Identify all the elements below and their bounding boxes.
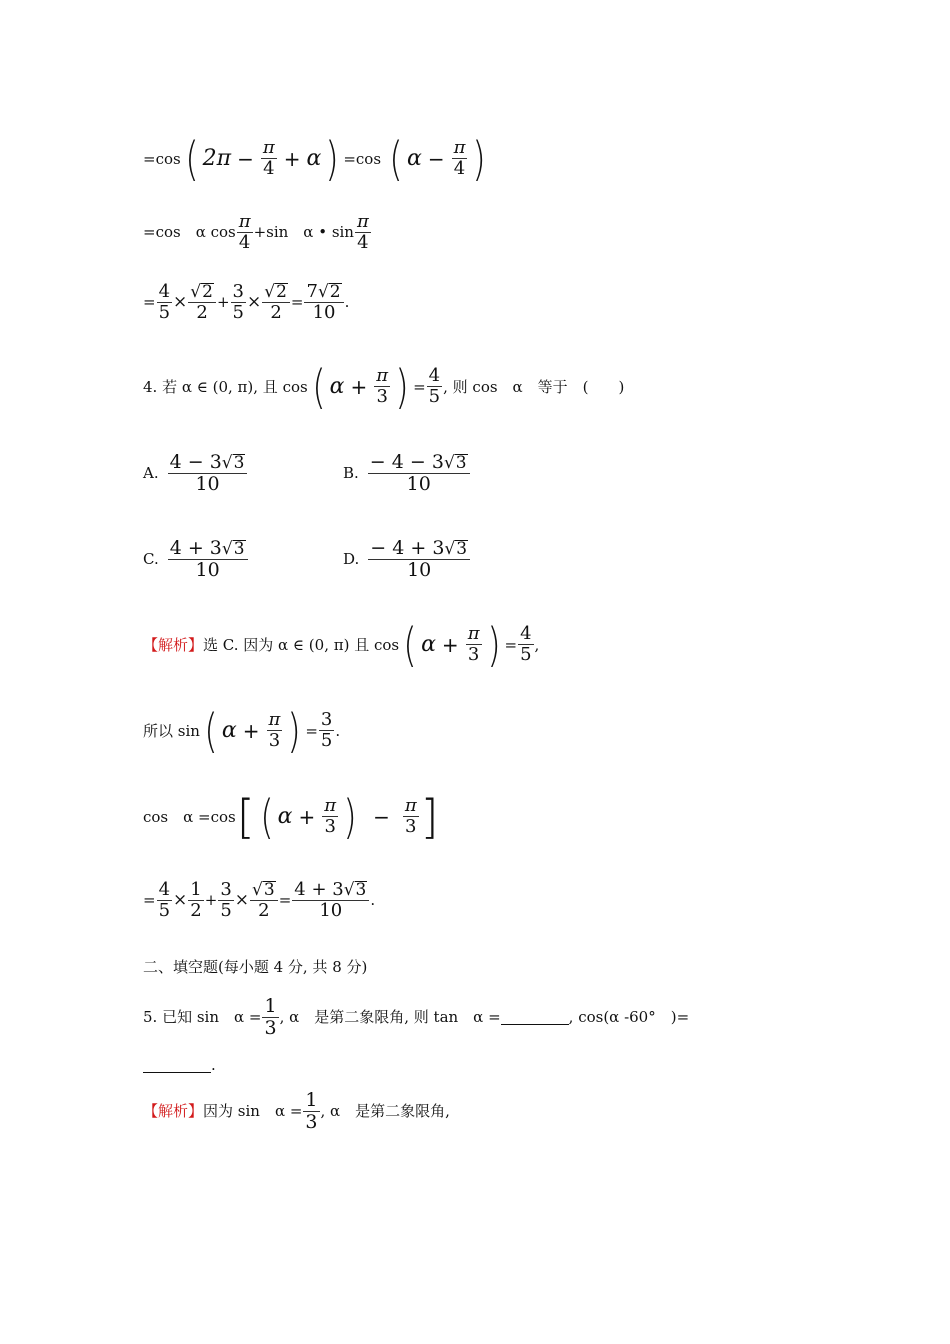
math: α <box>277 804 293 829</box>
right-paren: ) <box>472 132 487 186</box>
text: 因为 sin α = <box>203 1102 303 1121</box>
text: . <box>335 721 341 740</box>
math: α <box>306 146 322 171</box>
left-paren: ( <box>184 132 199 186</box>
text: . <box>370 891 376 910</box>
fraction: $\frac{\pi}{3}$ <box>268 709 281 752</box>
left-bracket: [ <box>236 790 255 844</box>
math: α <box>329 374 345 399</box>
fraction: $\frac{4}{5}$ <box>158 281 171 323</box>
solution-4-line-2 <box>143 704 341 758</box>
text: = <box>290 293 304 312</box>
operator: + <box>298 805 316 829</box>
text: , α 是第二象限角, <box>320 1102 450 1121</box>
left-paren: ( <box>259 790 274 844</box>
fraction: $\frac{\pi}{3}$ <box>467 623 480 666</box>
operator: × <box>173 292 188 313</box>
text: cos α =cos <box>143 807 236 826</box>
fraction: √ 2 2 <box>262 282 290 323</box>
fraction: $\frac{4}{5}$ <box>158 879 171 921</box>
text: = <box>278 891 292 910</box>
option-label: A. <box>143 464 159 483</box>
fraction: $\frac{4}{5}$ <box>520 623 532 666</box>
operator: + <box>204 891 218 910</box>
analysis-tag: 【解析】 <box>143 635 204 654</box>
left-paren: ( <box>311 360 326 414</box>
equation-line-2 <box>143 212 372 253</box>
text: = <box>305 721 318 740</box>
option-a[interactable] <box>143 452 256 496</box>
option-label: D. <box>343 550 360 569</box>
fraction: $\frac{\pi}{4}$ <box>262 137 275 180</box>
text: , cos(α -60° )= <box>568 1008 690 1027</box>
text: , <box>534 635 540 654</box>
fraction: $\frac{\pi}{3}$ <box>404 795 417 838</box>
text: . <box>211 1056 216 1074</box>
text: +sin α • sin <box>253 223 354 242</box>
text: = <box>504 635 518 654</box>
operator: + <box>216 293 230 312</box>
solution-4-line-4 <box>143 880 375 921</box>
answer-blank-1[interactable] <box>501 1010 569 1025</box>
fraction: 7 √ 2 10 <box>304 282 343 323</box>
operator: − <box>373 805 390 829</box>
operator: × <box>173 890 188 911</box>
operator: × <box>246 292 262 313</box>
text: 5. 已知 sin α = <box>143 1008 262 1027</box>
text: =cos <box>143 149 181 168</box>
text: , α 是第二象限角, 则 tan α = <box>279 1008 501 1027</box>
fraction: 4 + 3 √ 3 10 <box>292 880 369 921</box>
equation-line-3 <box>143 282 349 323</box>
option-b[interactable] <box>343 452 479 496</box>
text: = <box>143 891 156 910</box>
answer-blank-2[interactable] <box>143 1058 211 1073</box>
fraction: $\frac{\pi}{4}$ <box>453 137 466 180</box>
right-paren: ) <box>343 790 357 844</box>
math: α <box>221 718 237 743</box>
solution-4-line-1 <box>143 618 540 672</box>
option-label: C. <box>143 550 159 569</box>
question-stem: 4. 若 α ∈ (0, π), 且 cos <box>143 377 308 396</box>
fraction: − 4 + 3 √ 3 10 <box>360 538 478 582</box>
fraction: − 4 − 3 √ 3 10 <box>360 452 478 496</box>
operator: × <box>234 890 250 911</box>
operator: + <box>242 719 260 743</box>
operator: + <box>441 633 459 657</box>
question-5 <box>143 996 689 1040</box>
fraction: $\frac{3}{5}$ <box>320 709 333 752</box>
left-paren: ( <box>204 704 218 758</box>
fraction: 4 + 3 √ 3 10 <box>160 538 256 582</box>
fraction: $\frac{1}{3}$ <box>264 995 277 1039</box>
right-paren: ) <box>325 132 340 186</box>
operator: + <box>283 147 301 171</box>
fraction: $\frac{3}{5}$ <box>232 281 244 323</box>
section-title: 二、填空题(每小题 4 分, 共 8 分) <box>143 958 368 976</box>
right-paren: ) <box>395 360 409 414</box>
text: 选 C. 因为 α ∈ (0, π) 且 cos <box>203 635 400 654</box>
option-label: B. <box>343 464 359 483</box>
question-4 <box>143 360 625 414</box>
text: =cos α cos <box>143 223 236 242</box>
right-paren: ) <box>287 704 302 758</box>
fraction: $\frac{1}{3}$ <box>305 1089 318 1133</box>
fraction: $\frac{\pi}{4}$ <box>238 211 251 253</box>
fraction: √ 2 2 <box>188 282 216 323</box>
fraction: $\frac{3}{5}$ <box>220 879 232 921</box>
right-bracket: ] <box>420 790 439 844</box>
operator: − <box>427 147 445 171</box>
equation-line-1 <box>143 132 490 186</box>
text: 所以 sin <box>143 721 200 740</box>
fraction: $\frac{1}{2}$ <box>190 879 202 921</box>
text: = <box>413 377 426 396</box>
operator: + <box>350 375 368 399</box>
right-paren: ) <box>486 618 501 672</box>
fraction: $\frac{\pi}{3}$ <box>376 365 389 408</box>
question-5-continued <box>143 1058 216 1073</box>
math: 2π <box>202 146 232 171</box>
section-heading <box>143 960 367 975</box>
solution-4-line-3 <box>143 790 440 844</box>
text: . <box>344 293 350 312</box>
option-c[interactable] <box>143 538 257 582</box>
fraction: $\frac{\pi}{3}$ <box>324 795 337 838</box>
left-paren: ( <box>389 132 403 186</box>
left-paren: ( <box>403 618 417 672</box>
analysis-tag: 【解析】 <box>143 1102 204 1121</box>
fraction: √ 3 2 <box>250 880 278 921</box>
text: =cos <box>343 149 382 168</box>
text: = <box>143 293 156 312</box>
fraction: $\frac{\pi}{4}$ <box>356 211 369 253</box>
option-d[interactable] <box>343 538 479 582</box>
math: α <box>406 146 422 171</box>
question-stem: , 则 cos α 等于 ( ) <box>443 377 625 396</box>
operator: − <box>237 147 254 171</box>
fraction: 4 − 3 √ 3 10 <box>160 452 256 496</box>
solution-5 <box>143 1090 450 1134</box>
fraction: $\frac{4}{5}$ <box>428 365 441 408</box>
math: α <box>421 632 436 657</box>
